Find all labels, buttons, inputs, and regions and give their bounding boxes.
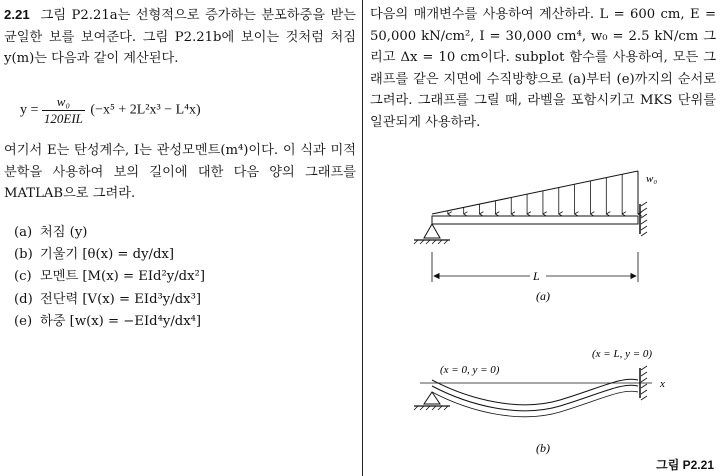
- fixed-wall: [640, 202, 647, 236]
- equation-rhs: (−x⁵ + 2L²x³ − L⁴x): [90, 102, 201, 118]
- quantity-list: [14, 222, 205, 333]
- fixed-wall-b: [640, 366, 647, 400]
- x-axis-label: x: [660, 378, 665, 390]
- beam: [432, 216, 638, 224]
- pin-support: [414, 224, 450, 244]
- distributed-load: [432, 171, 638, 214]
- quantity-item-text: 처짐 (y): [40, 225, 88, 240]
- left-boundary-label: (x = 0, y = 0): [440, 364, 500, 376]
- right-boundary-label: (x = L, y = 0): [592, 348, 653, 360]
- quantity-item-text: 기울기 [θ(x) = dy/dx]: [40, 247, 175, 263]
- equation-numerator: w₀: [42, 94, 85, 111]
- equation-denominator: 120EIL: [43, 111, 83, 126]
- caption-a: (a): [536, 289, 550, 303]
- quantity-item-label: (a): [14, 225, 33, 240]
- quantity-item: [14, 266, 205, 288]
- quantity-item: [14, 222, 205, 244]
- equation-lhs: y =: [20, 102, 42, 118]
- problem-number: 2.21: [4, 7, 30, 22]
- quantity-item-text: 하중 [w(x) = −EId⁴y/dx⁴]: [40, 313, 202, 329]
- caption-b: (b): [536, 441, 550, 455]
- quantity-item-label: (d): [14, 291, 33, 307]
- quantity-item-label: (c): [14, 269, 32, 285]
- quantity-item: [14, 244, 205, 266]
- figure-label: 그림 P2.21: [656, 458, 714, 472]
- quantity-item-label: (e): [14, 313, 33, 329]
- load-label: w₀: [646, 173, 658, 185]
- parameters-text: 다음의 매개변수를 사용하여 계산하라. L = 600 cm, E = 50,000 kN/cm², I = 30,000 cm⁴, w₀ = 2.5 kN/cm 그리고 Δx = 10 cm이다. subplot 함수를 사용하여, 모든 그래프를 같은 지면에 수직방향으로 (a)부터 (e)까지의 순서로 그려라. 그래프를 그릴 때, 라벨을 포함시키고 MKS 단위를 일관되게 사용하라.: [370, 7, 716, 130]
- column-divider: [362, 0, 363, 476]
- deflected-beam: [420, 379, 652, 417]
- quantity-item-text: 모멘트 [M(x) = EId²y/dx²]: [40, 269, 205, 285]
- length-label: L: [533, 269, 540, 283]
- pin-support-b: [414, 392, 450, 410]
- problem-intro-text: 그림 P2.21a는 선형적으로 증가하는 분포하중을 받는 균일한 보를 보여준다. 그림 P2.21b에 보이는 것처럼 처짐 y(m)는 다음과 같이 계산된다.: [4, 8, 356, 66]
- quantity-item-label: (b): [14, 247, 33, 263]
- quantity-item: [14, 289, 205, 311]
- problem-instruction: 여기서 E는 탄성계수, I는 관성모멘트(m⁴)이다. 이 식과 미적분학을 사용하여 보의 길이에 대한 다음 양의 그래프를 MATLAB으로 그려라.: [4, 143, 356, 201]
- equation-fraction: [42, 94, 85, 127]
- length-dimension: [432, 252, 638, 282]
- quantity-item: [14, 311, 205, 333]
- quantity-item-text: 전단력 [V(x) = EId³y/dx³]: [40, 291, 202, 307]
- problem-intro: [4, 4, 356, 70]
- deflection-equation: [20, 94, 201, 127]
